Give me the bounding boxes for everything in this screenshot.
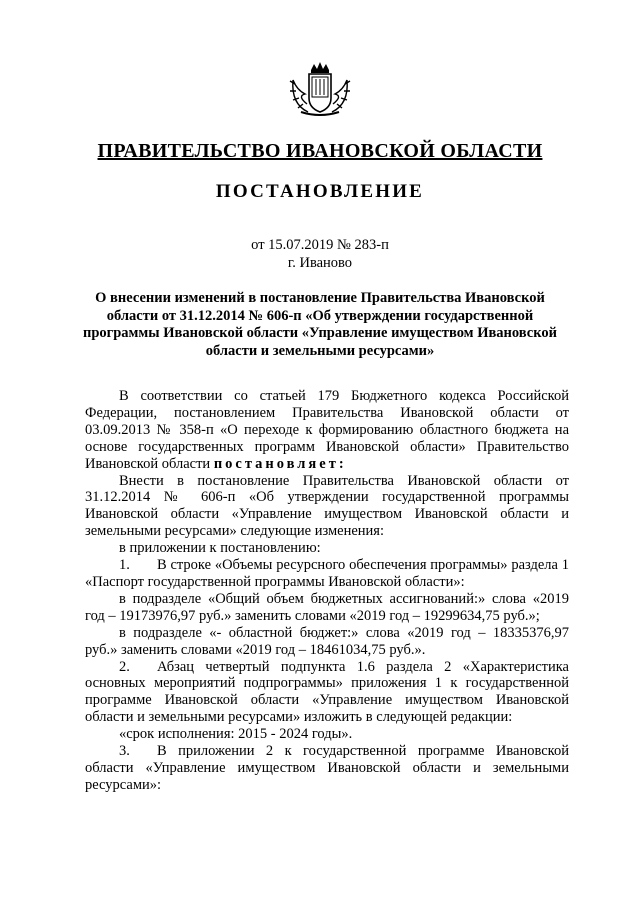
- document-body: [85, 388, 569, 794]
- item-3-paragraph: 3. В приложении 2 к государственной программе Ивановской области «Управление имуществом Ивановской области и земельными ресурсами»:: [85, 743, 569, 793]
- dateline: [0, 236, 640, 272]
- intro-paragraph: Внести в постановление Правительства Ивановской области от 31.12.2014 № 606-п «Об утверждении государственной программы Ивановской области «Управление имуществом Ивановской области и земельными ресурсами» следующие изменения:: [85, 472, 569, 540]
- item-3-number: 3.: [119, 743, 130, 760]
- item-1a-paragraph: в подразделе «Общий объем бюджетных ассигнований:» слова «2019 год – 19173976,97 руб.» заменить словами «2019 год – 19299634,75 руб.»;: [85, 590, 569, 624]
- date-number: от 15.07.2019 № 283-п: [251, 237, 389, 253]
- document-type: ПОСТАНОВЛЕНИЕ: [215, 181, 425, 202]
- document-subject: О внесении изменений в постановление Правительства Ивановской области от 31.12.2014 № 606-п «Об утверждении государственной программы Ивановской области «Управление имуществом Ивановской области и земельными ресурсами»: [82, 290, 558, 359]
- item-1-number: 1.: [119, 557, 130, 574]
- item-2-text-paragraph: «срок исполнения: 2015 - 2024 годы».: [119, 726, 353, 743]
- city: г. Иваново: [287, 255, 353, 271]
- item-2-paragraph: 2. Абзац четвертый подпункта 1.6 раздела 2 «Характеристика основных мероприятий подпрограммы» приложения 1 к государственной программе Ивановской области «Управление имуществом Ивановской области и земельными ресурсами» изложить в следующей редакции:: [85, 658, 569, 726]
- preamble-paragraph: В соответствии со статьей 179 Бюджетного кодекса Российской Федерации, постановлением Правительства Ивановской области от 03.09.2013 № 358-п «О переходе к формированию областного бюджета на основе государственных программ Ивановской области» Правительство Ивановской области постановляет:: [85, 388, 569, 472]
- coat-of-arms-icon: [285, 60, 355, 118]
- item-2-number: 2.: [119, 658, 130, 675]
- government-name: ПРАВИТЕЛЬСТВО ИВАНОВСКОЙ ОБЛАСТИ: [97, 140, 543, 162]
- resolves-text: постановляет:: [213, 455, 347, 472]
- item-1-paragraph: 1. В строке «Объемы ресурсного обеспечения программы» раздела 1 «Паспорт государственной программы Ивановской области»:: [85, 557, 569, 590]
- annex-paragraph: в приложении к постановлению:: [119, 540, 321, 557]
- item-1b-paragraph: в подразделе «- областной бюджет:» слова «2019 год – 18335376,97 руб.» заменить словами «2019 год – 18461034,75 руб.».: [85, 624, 569, 658]
